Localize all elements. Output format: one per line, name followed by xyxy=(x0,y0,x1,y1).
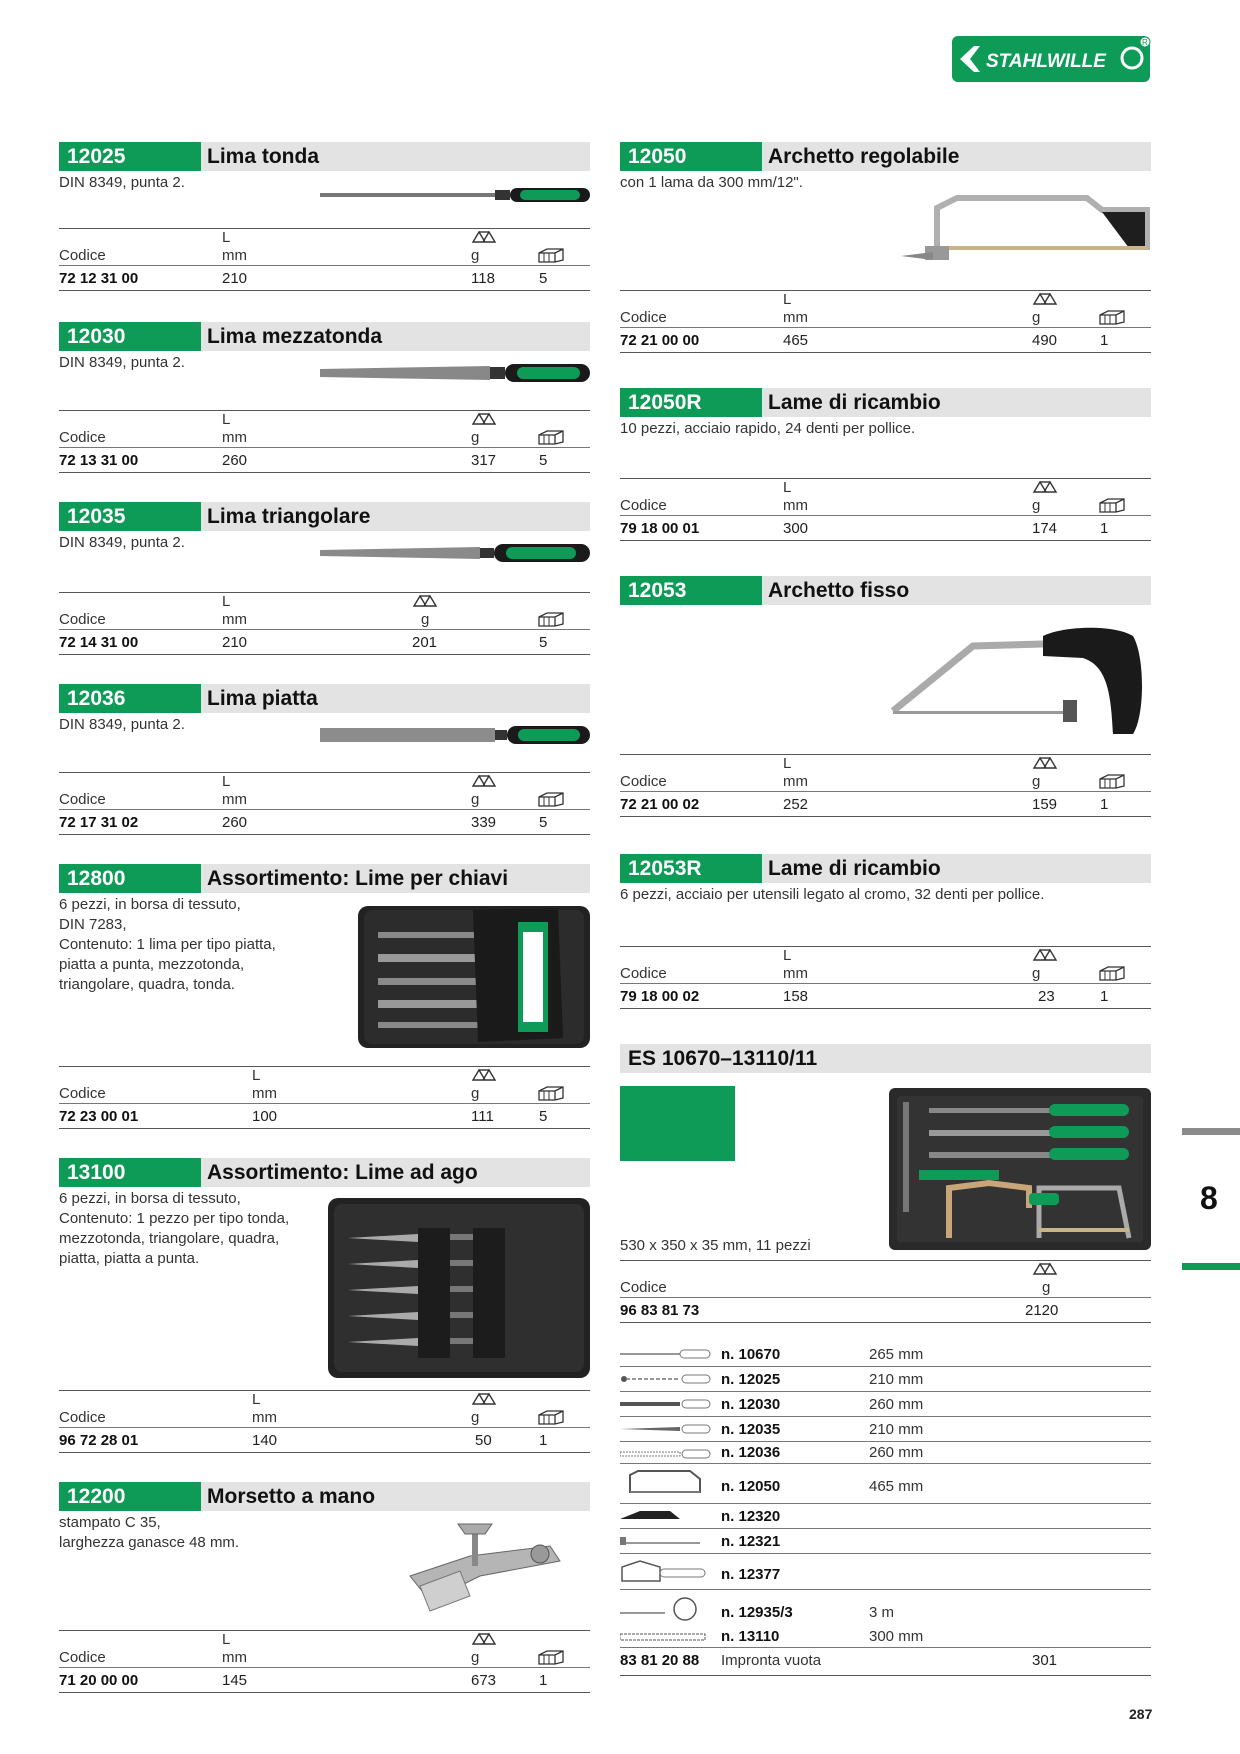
product-code: 12200 xyxy=(59,1482,201,1511)
tool-thumbnail-icon xyxy=(620,1469,715,1497)
article-number: 72 21 00 00 xyxy=(620,332,700,349)
length-value: 158 xyxy=(783,988,809,1005)
chapter-tab-bottom xyxy=(1182,1263,1240,1270)
weight-unit: g xyxy=(471,429,480,446)
product-code: 12035 xyxy=(59,502,201,531)
length-symbol: L xyxy=(252,1391,261,1408)
article-number: 79 18 00 02 xyxy=(620,988,700,1005)
product-desc: DIN 8349, punta 2. xyxy=(59,716,185,733)
scale-icon xyxy=(471,1391,497,1411)
needle-file-wallet-icon xyxy=(328,1198,590,1378)
pack-value: 1 xyxy=(1100,520,1109,537)
kit-empty-insert-row: 83 81 20 88 Impronta vuota 301 xyxy=(620,1648,1151,1676)
code-label: Codice xyxy=(620,309,667,326)
hand-vice-icon xyxy=(400,1516,570,1616)
length-symbol: L xyxy=(783,291,792,308)
article-number: 72 12 31 00 xyxy=(59,270,139,287)
weight-value: 159 xyxy=(1032,796,1058,813)
product-12800 xyxy=(59,864,590,1158)
length-value: 252 xyxy=(783,796,809,813)
scale-icon xyxy=(471,1067,497,1087)
product-title: Lima tonda xyxy=(201,142,590,171)
product-13100 xyxy=(59,1158,590,1482)
tool-tray-icon xyxy=(889,1088,1151,1250)
triangular-file-icon xyxy=(320,538,590,568)
product-code: 12025 xyxy=(59,142,201,171)
package-icon xyxy=(1098,309,1126,329)
length-unit: mm xyxy=(222,247,247,264)
product-title: Lima piatta xyxy=(201,684,590,713)
weight-value: 673 xyxy=(471,1672,497,1689)
product-title: Lima mezzatonda xyxy=(201,322,590,351)
product-code: 12036 xyxy=(59,684,201,713)
length-symbol: L xyxy=(252,1067,261,1084)
spec-table xyxy=(59,1390,590,1453)
length-symbol: L xyxy=(222,229,231,246)
length-symbol: L xyxy=(222,773,231,790)
weight-unit: g xyxy=(1032,965,1041,982)
scale-icon xyxy=(471,773,497,793)
article-number: 96 72 28 01 xyxy=(59,1432,139,1449)
tool-thumbnail-icon xyxy=(620,1631,715,1643)
length-symbol: L xyxy=(783,947,792,964)
article-number: 79 18 00 01 xyxy=(620,520,700,537)
tool-thumbnail-icon xyxy=(620,1422,715,1436)
kit-item: n. 12935/3 3 m xyxy=(620,1590,1151,1626)
length-symbol: L xyxy=(222,1631,231,1648)
spec-table xyxy=(59,228,590,291)
spec-table xyxy=(620,290,1151,353)
code-label: Codice xyxy=(59,429,106,446)
product-desc: DIN 8349, punta 2. xyxy=(59,174,185,191)
pack-value: 1 xyxy=(539,1672,548,1689)
round-file-icon xyxy=(320,180,590,210)
weight-value: 50 xyxy=(475,1432,492,1449)
product-12030 xyxy=(59,322,590,502)
article-number: 72 13 31 00 xyxy=(59,452,139,469)
tool-thumbnail-icon xyxy=(620,1534,715,1548)
product-desc: stampato C 35, larghezza ganasce 48 mm. xyxy=(59,1514,240,1551)
package-icon xyxy=(1098,965,1126,985)
pack-value: 5 xyxy=(539,452,548,469)
pack-value: 5 xyxy=(539,1108,548,1125)
product-desc: con 1 lama da 300 mm/12". xyxy=(620,174,803,191)
length-value: 145 xyxy=(222,1672,248,1689)
scale-icon xyxy=(1032,291,1058,311)
product-title: Morsetto a mano xyxy=(201,1482,590,1511)
flat-file-icon xyxy=(320,720,590,750)
weight-unit: g xyxy=(471,1409,480,1426)
weight-unit: g xyxy=(1042,1279,1051,1296)
spec-table xyxy=(620,754,1151,817)
chapter-tab-top xyxy=(1182,1128,1240,1135)
weight-unit: g xyxy=(471,791,480,808)
weight-value: 490 xyxy=(1032,332,1058,349)
weight-unit: g xyxy=(471,1649,480,1666)
weight-unit: g xyxy=(1032,497,1041,514)
product-title: Lame di ricambio xyxy=(762,854,1151,883)
product-12036 xyxy=(59,684,590,864)
length-unit: mm xyxy=(252,1085,277,1102)
code-label: Codice xyxy=(620,1279,667,1296)
product-desc: 10 pezzi, acciaio rapido, 24 denti per pollice. xyxy=(620,420,916,437)
article-number: 72 21 00 02 xyxy=(620,796,700,813)
package-icon xyxy=(537,247,565,267)
kit-item: n. 13110 300 mm xyxy=(620,1626,1151,1648)
package-icon xyxy=(1098,773,1126,793)
product-12050 xyxy=(620,142,1151,388)
length-value: 100 xyxy=(252,1108,278,1125)
length-unit: mm xyxy=(252,1409,277,1426)
scale-icon xyxy=(471,1631,497,1651)
article-number: 71 20 00 00 xyxy=(59,1672,139,1689)
code-label: Codice xyxy=(59,1649,106,1666)
package-icon xyxy=(537,1085,565,1105)
weight-unit: g xyxy=(1032,773,1041,790)
kit-spec-table xyxy=(620,1260,1151,1323)
product-title: Lame di ricambio xyxy=(762,388,1151,417)
length-value: 300 xyxy=(783,520,809,537)
half-round-file-icon xyxy=(320,358,590,388)
adjustable-hacksaw-icon xyxy=(897,190,1151,272)
kit-es-10670-13110 xyxy=(620,1044,1151,1694)
kit-item: n. 12320 xyxy=(620,1504,1151,1529)
length-value: 260 xyxy=(222,452,248,469)
product-12035 xyxy=(59,502,590,684)
product-title: Assortimento: Lime ad ago xyxy=(201,1158,590,1187)
article-number: 72 17 31 02 xyxy=(59,814,139,831)
spec-table xyxy=(620,478,1151,541)
code-label: Codice xyxy=(59,1409,106,1426)
weight-value: 2120 xyxy=(1025,1302,1059,1319)
product-12053 xyxy=(620,576,1151,854)
product-title: Archetto fisso xyxy=(762,576,1151,605)
package-icon xyxy=(537,429,565,449)
length-value: 140 xyxy=(252,1432,278,1449)
tool-thumbnail-icon xyxy=(620,1447,715,1461)
length-unit: mm xyxy=(222,1649,247,1666)
pack-value: 1 xyxy=(539,1432,548,1449)
spec-table xyxy=(59,1066,590,1129)
article-number: 72 14 31 00 xyxy=(59,634,139,651)
code-label: Codice xyxy=(59,791,106,808)
scale-icon xyxy=(1032,1261,1058,1281)
svg-text:R: R xyxy=(1142,38,1148,47)
length-unit: mm xyxy=(222,611,247,628)
product-desc: 6 pezzi, acciaio per utensili legato al cromo, 32 denti per pollice. xyxy=(620,886,1045,903)
product-title: Assortimento: Lime per chiavi xyxy=(201,864,590,893)
page-number: 287 xyxy=(1129,1706,1153,1722)
tool-thumbnail-icon xyxy=(620,1559,715,1585)
pack-value: 1 xyxy=(1100,796,1109,813)
product-desc: 6 pezzi, in borsa di tessuto, Contenuto: 1 pezzo per tipo tonda, mezzotonda, triangolare, quadra, piatta, piatta a punta. xyxy=(59,1190,290,1267)
product-12200 xyxy=(59,1482,590,1722)
kit-color-swatch xyxy=(620,1086,735,1161)
stahlwille-logo xyxy=(950,34,1152,84)
product-code: 12800 xyxy=(59,864,201,893)
kit-title: ES 10670–13110/11 xyxy=(620,1044,1151,1073)
package-icon xyxy=(537,1649,565,1669)
weight-value: 339 xyxy=(471,814,497,831)
code-label: Codice xyxy=(620,773,667,790)
chapter-number: 8 xyxy=(1200,1180,1218,1216)
pack-value: 1 xyxy=(1100,332,1109,349)
kit-item: n. 12035 210 mm xyxy=(620,1417,1151,1442)
code-label: Codice xyxy=(59,611,106,628)
spec-table xyxy=(59,410,590,473)
code-label: Codice xyxy=(620,965,667,982)
weight-value: 23 xyxy=(1038,988,1055,1005)
weight-value: 317 xyxy=(471,452,497,469)
pack-value: 5 xyxy=(539,634,548,651)
weight-unit: g xyxy=(421,611,430,628)
product-title: Lima triangolare xyxy=(201,502,590,531)
length-value: 210 xyxy=(222,270,248,287)
tool-thumbnail-icon xyxy=(620,1397,715,1411)
right-column xyxy=(620,142,1151,1694)
length-symbol: L xyxy=(222,593,231,610)
pack-value: 5 xyxy=(539,814,548,831)
weight-unit: g xyxy=(471,1085,480,1102)
length-value: 260 xyxy=(222,814,248,831)
package-icon xyxy=(537,611,565,631)
weight-value: 174 xyxy=(1032,520,1058,537)
length-symbol: L xyxy=(222,411,231,428)
tool-thumbnail-icon xyxy=(620,1372,715,1386)
code-label: Codice xyxy=(59,247,106,264)
length-symbol: L xyxy=(783,479,792,496)
tool-thumbnail-icon xyxy=(620,1595,715,1621)
length-symbol: L xyxy=(783,755,792,772)
weight-unit: g xyxy=(1032,309,1041,326)
scale-icon xyxy=(1032,947,1058,967)
scale-icon xyxy=(471,411,497,431)
weight-value: 201 xyxy=(412,634,438,651)
kit-item: n. 12036 260 mm xyxy=(620,1442,1151,1464)
fixed-hacksaw-icon xyxy=(883,616,1151,746)
product-12025 xyxy=(59,142,590,322)
weight-value: 111 xyxy=(471,1108,494,1125)
kit-item: n. 12377 xyxy=(620,1554,1151,1590)
spec-table xyxy=(59,592,590,655)
weight-value: 118 xyxy=(471,270,495,287)
product-12053R xyxy=(620,854,1151,1044)
product-code: 12050R xyxy=(620,388,762,417)
pack-value: 1 xyxy=(1100,988,1109,1005)
kit-item: n. 12030 260 mm xyxy=(620,1392,1151,1417)
spec-table xyxy=(59,772,590,835)
length-unit: mm xyxy=(783,773,808,790)
product-desc: 6 pezzi, in borsa di tessuto, DIN 7283, Contenuto: 1 lima per tipo piatta, piatta a punta, mezzotonda, triangolare, quadra, tonda. xyxy=(59,896,276,993)
length-value: 210 xyxy=(222,634,248,651)
package-icon xyxy=(537,791,565,811)
product-code: 12053R xyxy=(620,854,762,883)
length-value: 465 xyxy=(783,332,809,349)
length-unit: mm xyxy=(222,429,247,446)
product-code: 12050 xyxy=(620,142,762,171)
tool-thumbnail-icon xyxy=(620,1509,715,1523)
product-desc: DIN 8349, punta 2. xyxy=(59,354,185,371)
article-number: 96 83 81 73 xyxy=(620,1302,700,1319)
svg-text:STAHLWILLE: STAHLWILLE xyxy=(986,51,1106,72)
kit-item: n. 12050 465 mm xyxy=(620,1464,1151,1504)
product-12050R xyxy=(620,388,1151,576)
article-number: 72 23 00 01 xyxy=(59,1108,139,1125)
package-icon xyxy=(1098,497,1126,517)
code-label: Codice xyxy=(620,497,667,514)
file-wallet-icon xyxy=(358,902,590,1050)
length-unit: mm xyxy=(783,497,808,514)
scale-icon xyxy=(412,593,438,613)
length-unit: mm xyxy=(783,965,808,982)
weight-unit: g xyxy=(471,247,480,264)
kit-desc: 530 x 350 x 35 mm, 11 pezzi xyxy=(620,1237,811,1254)
length-unit: mm xyxy=(222,791,247,808)
left-column xyxy=(59,142,590,1722)
kit-contents xyxy=(620,1342,1151,1676)
product-code: 12030 xyxy=(59,322,201,351)
kit-item: n. 10670 265 mm xyxy=(620,1342,1151,1367)
product-code: 13100 xyxy=(59,1158,201,1187)
length-unit: mm xyxy=(783,309,808,326)
code-label: Codice xyxy=(59,1085,106,1102)
scale-icon xyxy=(471,229,497,249)
product-desc: DIN 8349, punta 2. xyxy=(59,534,185,551)
scale-icon xyxy=(1032,479,1058,499)
product-code: 12053 xyxy=(620,576,762,605)
scale-icon xyxy=(1032,755,1058,775)
spec-table xyxy=(59,1630,590,1693)
kit-item: n. 12321 xyxy=(620,1529,1151,1554)
pack-value: 5 xyxy=(539,270,548,287)
tool-thumbnail-icon xyxy=(620,1347,715,1361)
kit-item: n. 12025 210 mm xyxy=(620,1367,1151,1392)
spec-table xyxy=(620,946,1151,1009)
product-title: Archetto regolabile xyxy=(762,142,1151,171)
package-icon xyxy=(537,1409,565,1429)
